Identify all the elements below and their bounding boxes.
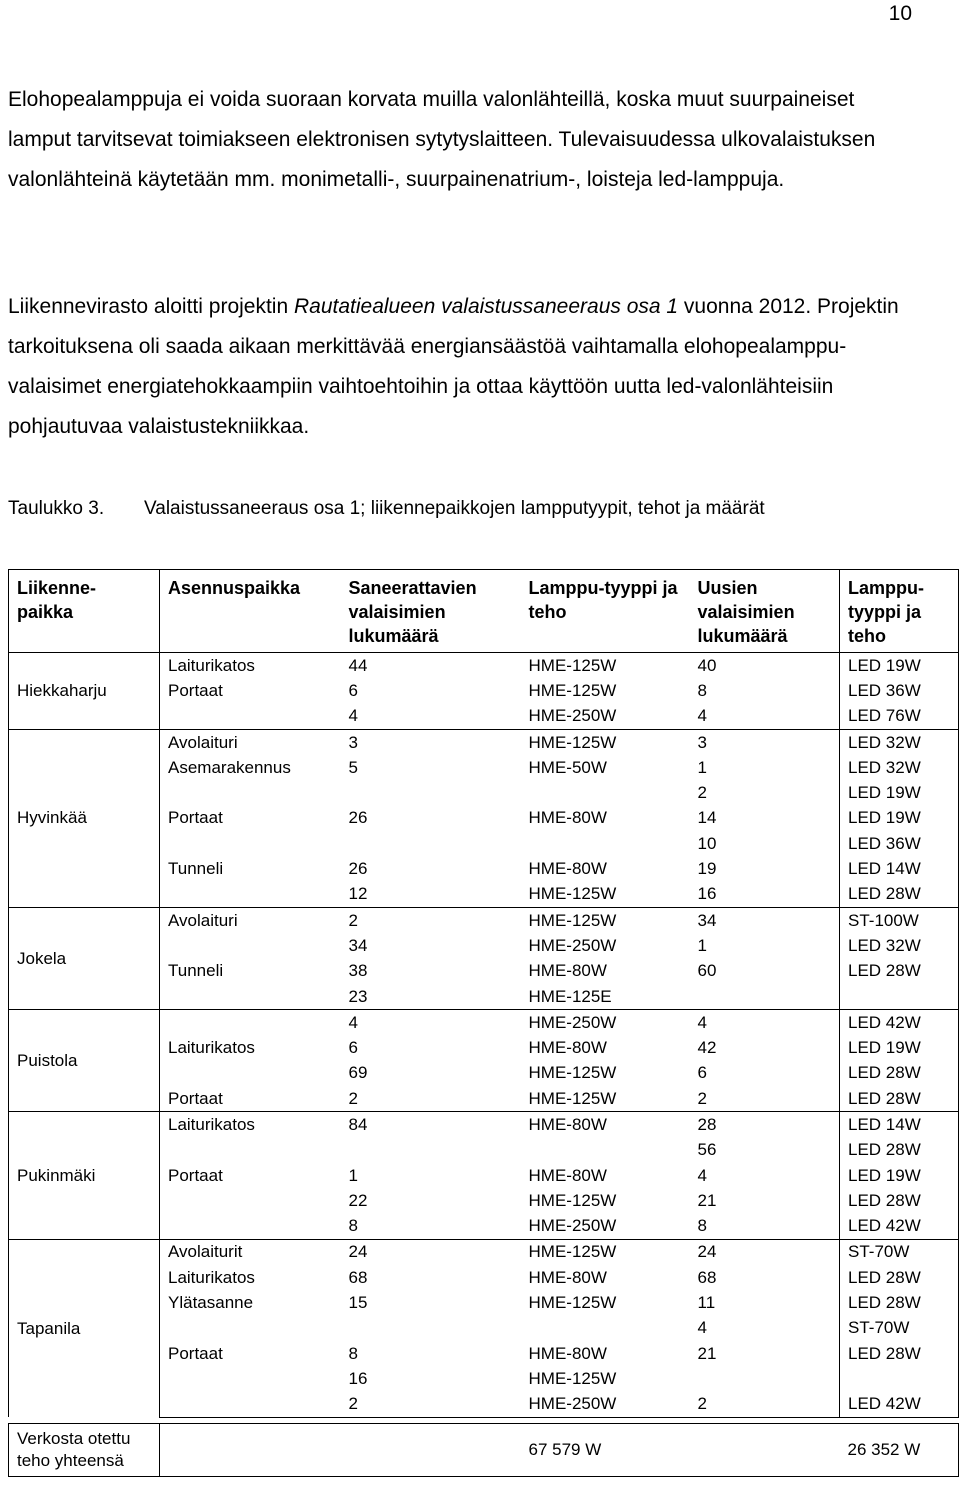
type-old-cell: HME-125W <box>528 1368 617 1388</box>
type-new-cell: LED 19W <box>840 1163 959 1188</box>
table-caption <box>8 491 765 527</box>
install-cell: Ylätasanne <box>168 1293 254 1313</box>
count-old-cell: 4 <box>348 706 358 726</box>
count-old-cell: 26 <box>348 808 368 828</box>
type-old-cell: HME-125W <box>528 884 617 904</box>
install-cell: Portaat <box>168 1165 223 1185</box>
table-body <box>9 653 959 1418</box>
type-old-cell: HME-125W <box>528 1088 617 1108</box>
install-cell: Tunneli <box>168 859 224 879</box>
header-type-new: Lamppu-tyyppi ja teho <box>840 570 959 653</box>
count-new-cell: 40 <box>690 653 840 679</box>
header-type-old: Lamppu-tyyppi ja teho <box>521 570 690 653</box>
count-new-cell: 42 <box>697 1038 717 1058</box>
type-new-cell: LED 32W <box>840 755 959 780</box>
type-new-cell: LED 42W <box>840 1214 959 1240</box>
type-new-cell: LED 28W <box>840 882 959 908</box>
count-old-cell: 1 <box>348 1165 358 1185</box>
count-old-cell: 2 <box>341 907 521 933</box>
count-old-cell: 8 <box>348 1343 358 1363</box>
install-cell: Portaat <box>168 680 223 700</box>
header-count-old: Saneerattavien valaisimien lukumäärä <box>341 570 521 653</box>
type-new-cell: ST-70W <box>840 1316 959 1341</box>
type-new-cell: LED 14W <box>840 856 959 881</box>
count-old-cell <box>341 1316 521 1341</box>
count-old-cell: 84 <box>341 1112 521 1138</box>
install-cell <box>160 984 341 1010</box>
type-new-cell: LED 42W <box>840 1392 959 1418</box>
paragraph-2 <box>8 287 916 447</box>
install-cell: Avolaituri <box>160 729 341 755</box>
type-old-cell: HME-125W <box>521 1239 690 1265</box>
count-old-cell: 12 <box>348 884 368 904</box>
type-old-cell: HME-125W <box>528 1190 617 1210</box>
count-old-cell <box>341 780 521 805</box>
type-new-cell: ST-70W <box>840 1239 959 1265</box>
count-new-cell: 4 <box>690 1010 840 1036</box>
type-new-cell: LED 32W <box>840 729 959 755</box>
table-number: Taulukko 3. <box>8 498 105 519</box>
count-new-cell: 8 <box>697 680 707 700</box>
type-old-cell: HME-125W <box>528 680 617 700</box>
type-new-cell: LED 76W <box>840 704 959 730</box>
count-old-cell: 2 <box>348 1088 358 1108</box>
type-old-cell: HME-250W <box>528 935 617 955</box>
place-cell: Puistola <box>9 1010 160 1112</box>
install-cell <box>160 831 341 856</box>
count-new-cell: 16 <box>697 884 717 904</box>
install-cell: Portaat <box>168 808 223 828</box>
table-row <box>9 907 959 933</box>
type-old-cell: HME-80W <box>528 1038 607 1058</box>
count-new-cell: 60 <box>697 961 717 981</box>
type-old-cell: HME-125W <box>521 907 690 933</box>
type-old-cell: HME-80W <box>528 808 607 828</box>
count-old-cell: 8 <box>348 1216 358 1236</box>
total-row <box>9 1424 959 1477</box>
count-new-cell: 1 <box>697 935 707 955</box>
count-old-cell: 24 <box>341 1239 521 1265</box>
count-new-cell: 21 <box>697 1343 717 1363</box>
place-cell: Jokela <box>9 907 160 1009</box>
table-row <box>9 729 959 755</box>
total-new: 26 352 W <box>840 1424 959 1477</box>
type-old-cell: HME-50W <box>528 757 607 777</box>
count-old-cell: 4 <box>341 1010 521 1036</box>
install-cell: Laiturikatos <box>160 1112 341 1138</box>
type-old-cell: HME-125E <box>528 986 612 1006</box>
install-cell <box>160 1010 341 1036</box>
place-cell: Hyvinkää <box>9 729 160 907</box>
install-cell <box>160 1366 341 1391</box>
type-old-cell: HME-80W <box>528 1165 607 1185</box>
install-cell: Portaat <box>168 1088 223 1108</box>
type-new-cell: LED 19W <box>840 1035 959 1060</box>
count-old-cell: 68 <box>348 1267 368 1287</box>
table-header-row <box>9 570 959 653</box>
project-name: Rautatiealueen valaistussaneeraus osa 1 <box>293 295 679 318</box>
install-cell: Portaat <box>168 1343 223 1363</box>
type-new-cell: LED 36W <box>840 678 959 703</box>
page-number: 10 <box>888 2 912 25</box>
count-new-cell: 34 <box>690 907 840 933</box>
paragraph-2-start: Liikennevirasto aloitti projektin <box>8 295 294 318</box>
install-cell <box>160 1188 341 1213</box>
count-old-cell <box>341 1138 521 1163</box>
count-old-cell: 5 <box>348 757 358 777</box>
count-new-cell: 24 <box>690 1239 840 1265</box>
count-old-cell: 22 <box>348 1190 368 1210</box>
install-cell <box>160 933 341 958</box>
paragraph-2-end: vuonna 2012. Projektin tarkoituksena oli saada aikaan merkittävää energiansäästöä vaihtamalla elohopealamppu-valaisimet energiatehokkaampiin vaihtoehtoihin ja ottaa käyttöön uutta led-valonlähteisiin pohjautuvaa valaistustekniikkaa. <box>8 295 899 438</box>
type-new-cell: LED 28W <box>840 959 959 984</box>
install-cell: Avolaiturit <box>160 1239 341 1265</box>
type-old-cell: HME-250W <box>521 1010 690 1036</box>
table-title: Valaistussaneeraus osa 1; liikennepaikkojen lampputyypit, tehot ja määrät <box>144 498 765 519</box>
type-old-cell: HME-250W <box>528 706 617 726</box>
install-cell: Laiturikatos <box>160 653 341 679</box>
type-old-cell: HME-125W <box>521 729 690 755</box>
install-cell: Tunneli <box>168 961 224 981</box>
type-new-cell: LED 28W <box>840 1138 959 1163</box>
install-cell <box>160 1392 341 1418</box>
count-old-cell: 23 <box>348 986 368 1006</box>
header-place: Liikenne-paikka <box>9 570 160 653</box>
type-new-cell: LED 14W <box>840 1112 959 1138</box>
install-cell <box>160 1214 341 1240</box>
type-new-cell: LED 28W <box>840 1341 959 1366</box>
count-new-cell: 56 <box>697 1140 717 1160</box>
count-old-cell: 44 <box>341 653 521 679</box>
count-old-cell: 26 <box>348 859 368 879</box>
total-old: 67 579 W <box>521 1424 840 1477</box>
install-cell: Laiturikatos <box>168 1038 255 1058</box>
type-old-cell <box>521 780 690 805</box>
type-new-cell: LED 28W <box>840 1061 959 1086</box>
type-new-cell <box>840 1366 959 1391</box>
count-new-cell: 4 <box>697 1165 707 1185</box>
count-new-cell: 10 <box>697 833 717 853</box>
count-new-cell: 6 <box>697 1063 707 1083</box>
type-old-cell: HME-80W <box>528 1267 607 1287</box>
type-new-cell: LED 19W <box>840 780 959 805</box>
count-old-cell: 15 <box>348 1293 368 1313</box>
count-old-cell: 3 <box>341 729 521 755</box>
type-new-cell <box>840 984 959 1010</box>
count-old-cell: 6 <box>348 680 358 700</box>
type-old-cell <box>521 1316 690 1341</box>
count-new-cell: 19 <box>697 859 717 879</box>
type-new-cell: LED 28W <box>840 1265 959 1290</box>
install-cell: Avolaituri <box>160 907 341 933</box>
type-old-cell: HME-80W <box>521 1112 690 1138</box>
type-old-cell: HME-125W <box>521 653 690 679</box>
count-new-cell: 8 <box>697 1216 707 1236</box>
count-new-cell: 2 <box>690 1392 840 1418</box>
type-new-cell: LED 28W <box>840 1188 959 1213</box>
total-label: Verkosta otettu teho yhteensä <box>9 1424 160 1477</box>
count-old-cell: 38 <box>348 961 368 981</box>
type-new-cell: LED 28W <box>840 1086 959 1112</box>
install-cell <box>160 882 341 908</box>
header-install: Asennuspaikka <box>160 570 341 653</box>
table-row <box>9 1112 959 1138</box>
count-new-cell: 21 <box>697 1190 717 1210</box>
type-new-cell: LED 42W <box>840 1010 959 1036</box>
count-old-cell: 2 <box>341 1392 521 1418</box>
count-old-cell: 16 <box>348 1368 368 1388</box>
type-old-cell: HME-250W <box>528 1216 617 1236</box>
lamp-table <box>8 569 959 1418</box>
type-new-cell: LED 19W <box>840 806 959 831</box>
count-old-cell: 69 <box>348 1063 368 1083</box>
type-old-cell: HME-80W <box>528 1343 607 1363</box>
install-cell <box>160 1316 341 1341</box>
place-cell: Tapanila <box>9 1239 160 1417</box>
count-new-cell <box>690 984 840 1010</box>
type-old-cell: HME-80W <box>528 961 607 981</box>
count-new-cell: 4 <box>697 1318 707 1338</box>
count-new-cell: 2 <box>697 1088 707 1108</box>
count-new-cell: 3 <box>690 729 840 755</box>
install-cell <box>160 1061 341 1086</box>
type-old-cell <box>521 1138 690 1163</box>
count-old-cell: 6 <box>348 1038 358 1058</box>
install-cell <box>160 780 341 805</box>
install-cell <box>160 1138 341 1163</box>
count-new-cell <box>690 1366 840 1391</box>
type-new-cell: LED 19W <box>840 653 959 679</box>
count-new-cell: 1 <box>697 757 707 777</box>
table-row <box>9 1010 959 1036</box>
paragraph-1: Elohopealamppuja ei voida suoraan korvata muilla valonlähteillä, koska muut suurpaineiset lamput tarvitsevat toimiakseen elektronisen sytytyslaitteen. Tulevaisuudessa ulkovalaistuksen valonlähteinä käytetään mm. monimetalli-, suurpainenatrium-, loisteja led-lamppuja. <box>8 88 876 191</box>
total-table <box>8 1423 959 1477</box>
table-row <box>9 1239 959 1265</box>
count-new-cell: 28 <box>690 1112 840 1138</box>
type-new-cell: LED 28W <box>840 1290 959 1315</box>
count-old-cell <box>341 831 521 856</box>
count-new-cell: 68 <box>697 1267 717 1287</box>
total-spacer <box>160 1424 521 1477</box>
install-cell: Laiturikatos <box>168 1267 255 1287</box>
type-new-cell: ST-100W <box>840 907 959 933</box>
count-new-cell: 14 <box>697 808 717 828</box>
count-old-cell: 34 <box>348 935 368 955</box>
count-new-cell: 4 <box>697 706 707 726</box>
table-row <box>9 653 959 679</box>
type-new-cell: LED 36W <box>840 831 959 856</box>
install-cell <box>160 704 341 730</box>
count-new-cell: 2 <box>697 783 707 803</box>
place-cell: Pukinmäki <box>9 1112 160 1239</box>
type-old-cell: HME-250W <box>521 1392 690 1418</box>
type-old-cell: HME-80W <box>528 859 607 879</box>
type-new-cell: LED 32W <box>840 933 959 958</box>
place-cell: Hiekkaharju <box>9 653 160 730</box>
header-count-new: Uusien valaisimien lukumäärä <box>690 570 840 653</box>
type-old-cell <box>521 831 690 856</box>
count-new-cell: 11 <box>697 1293 716 1313</box>
type-old-cell: HME-125W <box>528 1063 617 1083</box>
type-old-cell: HME-125W <box>528 1293 617 1313</box>
install-cell: Asemarakennus <box>168 757 291 777</box>
